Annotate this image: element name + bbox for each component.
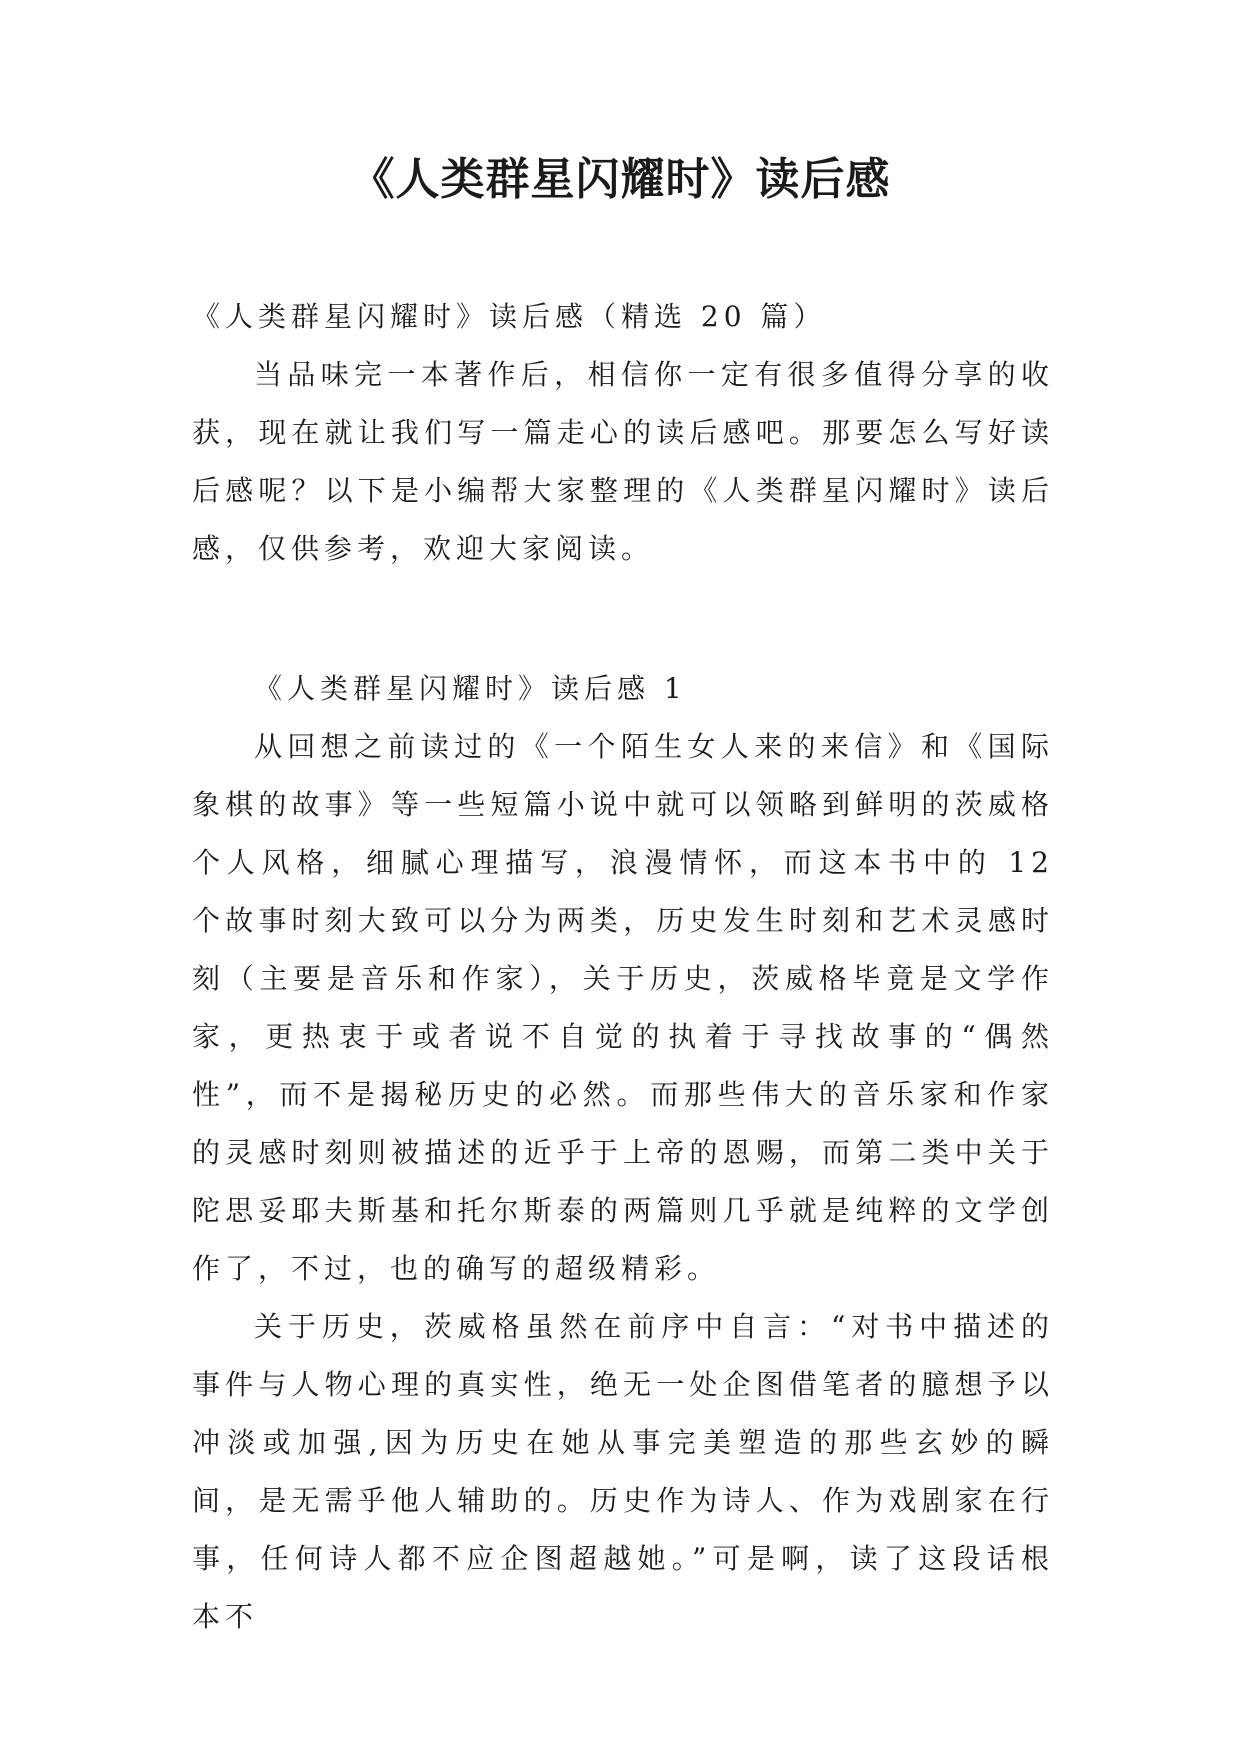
document-body	[192, 288, 1054, 1646]
document-title: 《人类群星闪耀时》读后感	[350, 154, 891, 205]
body-paragraph: 关于历史，茨威格虽然在前序中自言：“对书中描述的事件与人物心理的真实性，绝无一处企图借笔者的臆想予以冲淡或加强,因为历史在她从事完美塑造的那些玄妙的瞬间，是无需乎他人辅助的。历史作为诗人、作为戏剧家在行事，任何诗人都不应企图超越她。”可是啊，读了这段话根本不	[192, 1310, 1054, 1633]
document-subtitle: 《人类群星闪耀时》读后感（精选 20 篇）	[192, 300, 827, 333]
section-spacer	[192, 578, 1054, 660]
body-paragraph: 从回想之前读过的《一个陌生女人来的来信》和《国际象棋的故事》等一些短篇小说中就可以领略到鲜明的茨威格个人风格，细腻心理描写，浪漫情怀，而这本书中的 12 个故事时刻大致可以分为两类，历史发生时刻和艺术灵感时刻（主要是音乐和作家），关于历史，茨威格毕竟是文学作家，更热衷于或者说不自觉的执着于寻找故事的“偶然性”，而不是揭秘历史的必然。而那些伟大的音乐家和作家的灵感时刻则被描述的近乎于上帝的恩赐，而第二类中关于陀思妥耶夫斯基和托尔斯泰的两篇则几乎就是纯粹的文学创作了，不过，也的确写的超级精彩。	[192, 730, 1054, 1285]
section-heading: 《人类群星闪耀时》读后感 1	[254, 672, 687, 705]
intro-paragraph: 当品味完一本著作后，相信你一定有很多值得分享的收获，现在就让我们写一篇走心的读后感吧。那要怎么写好读后感呢？以下是小编帮大家整理的《人类群星闪耀时》读后感，仅供参考，欢迎大家阅读。	[192, 358, 1054, 565]
